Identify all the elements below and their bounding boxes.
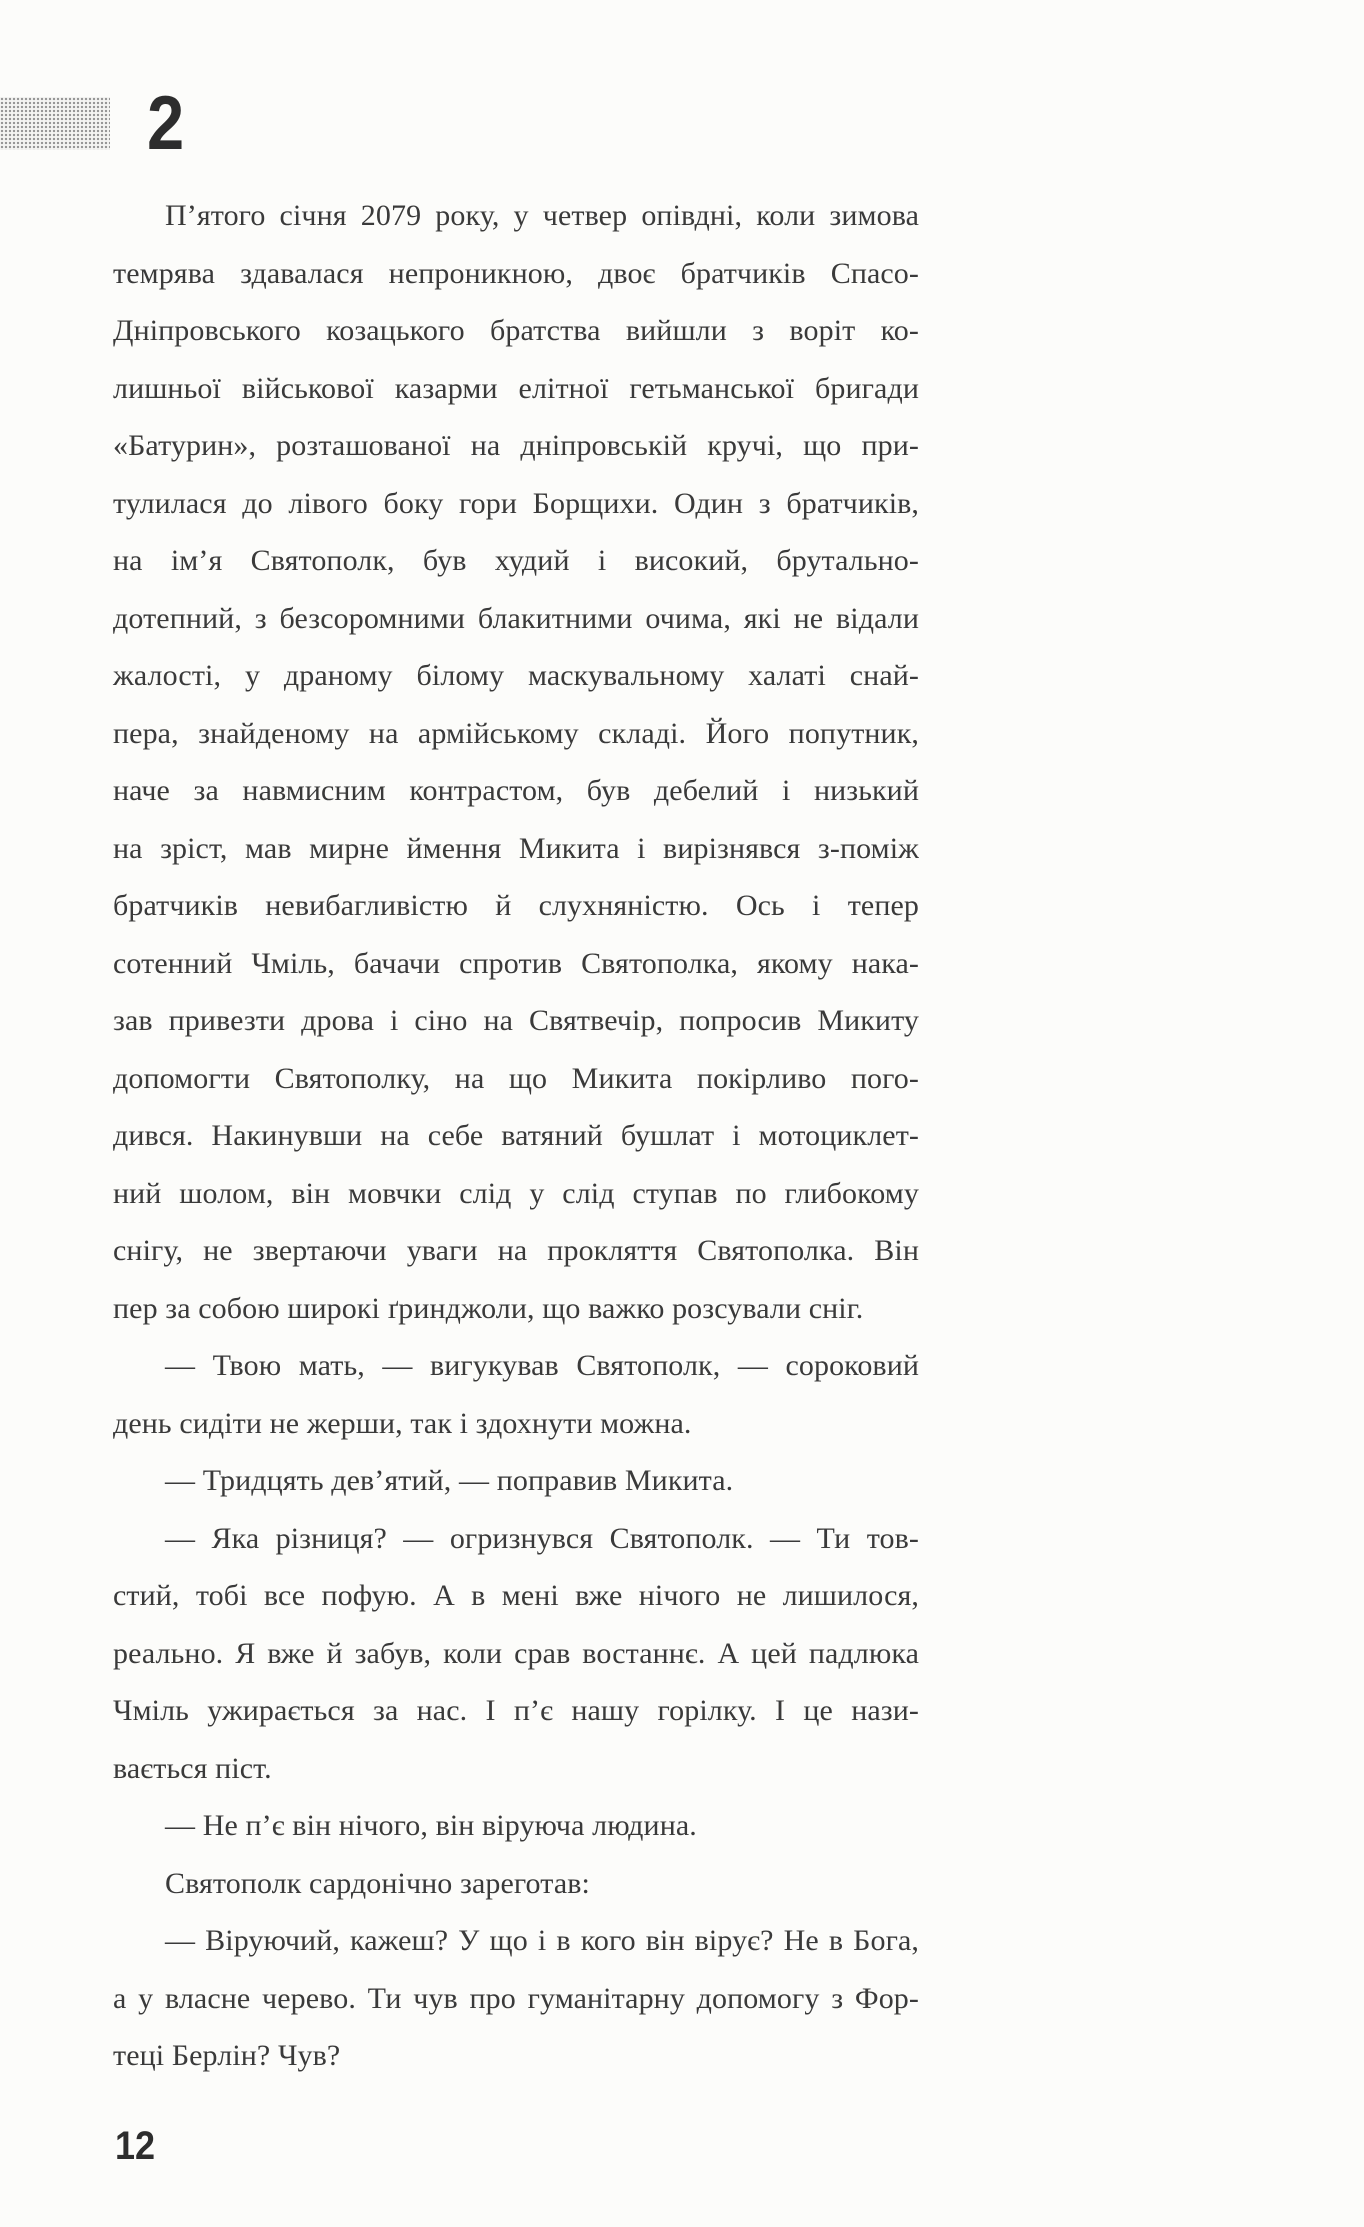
text-line: вається піст. [113,1751,272,1785]
text-line: день сидіти не жерши, так і здохнути можна. [113,1406,692,1440]
paragraph [113,187,919,1337]
text-line: реально. Я вже й забув, коли срав востаннє. А цей падлюка [113,1636,919,1670]
text-line: снігу, не звертаючи уваги на прокляття Святополка. Він [113,1234,919,1267]
body-text [113,187,919,2085]
text-line: стий, тобі все пофую. А в мені вже нічого не лишилося, [113,1579,919,1612]
text-line: — Яка різниця? — огризнувся Святополк. — Ти тов- [165,1521,919,1555]
text-line: лишньої військової казарми елітної гетьманської бригади [113,371,919,405]
text-line: Чміль ужирається за нас. І п’є нашу горілку. І це нази- [113,1694,919,1727]
text-line: наче за навмисним контрастом, був дебелий і низький [113,774,919,807]
text-line: П’ятого січня 2079 року, у четвер опівдні, коли зимова [165,199,919,232]
text-line: тулилася до лівого боку гори Борщихи. Один з братчиків, [113,486,919,520]
text-line: пер за собою широкі ґринджоли, що важко розсували сніг. [113,1291,864,1325]
text-line: дотепний, з безсоромними блакитними очима, які не відали [113,601,919,635]
text-line: «Батурин», розташованої на дніпровській кручі, що при- [113,429,919,462]
text-line: темрява здавалася непроникною, двоє братчиків Спасо- [113,256,919,290]
chapter-marker-bar [0,97,110,150]
text-line: жалості, у драному білому маскувальному халаті снай- [113,659,919,692]
text-line: а у власне черево. Ти чув про гуманітарну допомогу з Фор- [113,1981,919,2015]
paragraph [113,1912,919,2085]
paragraph [113,1855,919,1913]
text-line: братчиків невибагливістю й слухняністю. Ось і тепер [113,889,919,922]
text-line: сотенний Чміль, бачачи спротив Святополка, якому нака- [113,946,919,980]
paragraph [113,1797,919,1855]
text-line: ний шолом, він мовчки слід у слід ступав по глибокому [113,1176,919,1210]
text-line: — Віруючий, кажеш? У що і в кого він вірує? Не в Бога, [165,1924,919,1957]
text-line: дився. Накинувши на себе ватяний бушлат і мотоциклет- [113,1119,919,1152]
text-line: на зріст, мав мирне ймення Микита і вирізнявся з-поміж [113,831,919,865]
chapter-number: 2 [147,81,185,166]
text-line: Дніпровського козацького братства вийшли з воріт ко- [113,314,919,347]
text-line: Святополк сардонічно зареготав: [165,1866,590,1900]
text-line: — Тридцять дев’ятий, — поправив Микита. [165,1464,734,1497]
text-line: на ім’я Святополк, був худий і високий, брутально- [113,544,919,577]
text-line: теці Берлін? Чув? [113,2039,341,2072]
text-line: допомогти Святополку, на що Микита покірливо пого- [113,1061,919,1095]
page-number: 12 [115,2124,156,2168]
text-line: — Твою мать, — вигукував Святополк, — сороковий [165,1349,919,1382]
paragraph [113,1510,919,1798]
text-line: пера, знайденому на армійському складі. Його попутник, [113,716,919,750]
paragraph [113,1452,919,1510]
paragraph [113,1337,919,1452]
text-line: — Не п’є він нічого, він віруюча людина. [165,1809,697,1842]
text-line: зав привезти дрова і сіно на Святвечір, попросив Микиту [113,1004,919,1037]
